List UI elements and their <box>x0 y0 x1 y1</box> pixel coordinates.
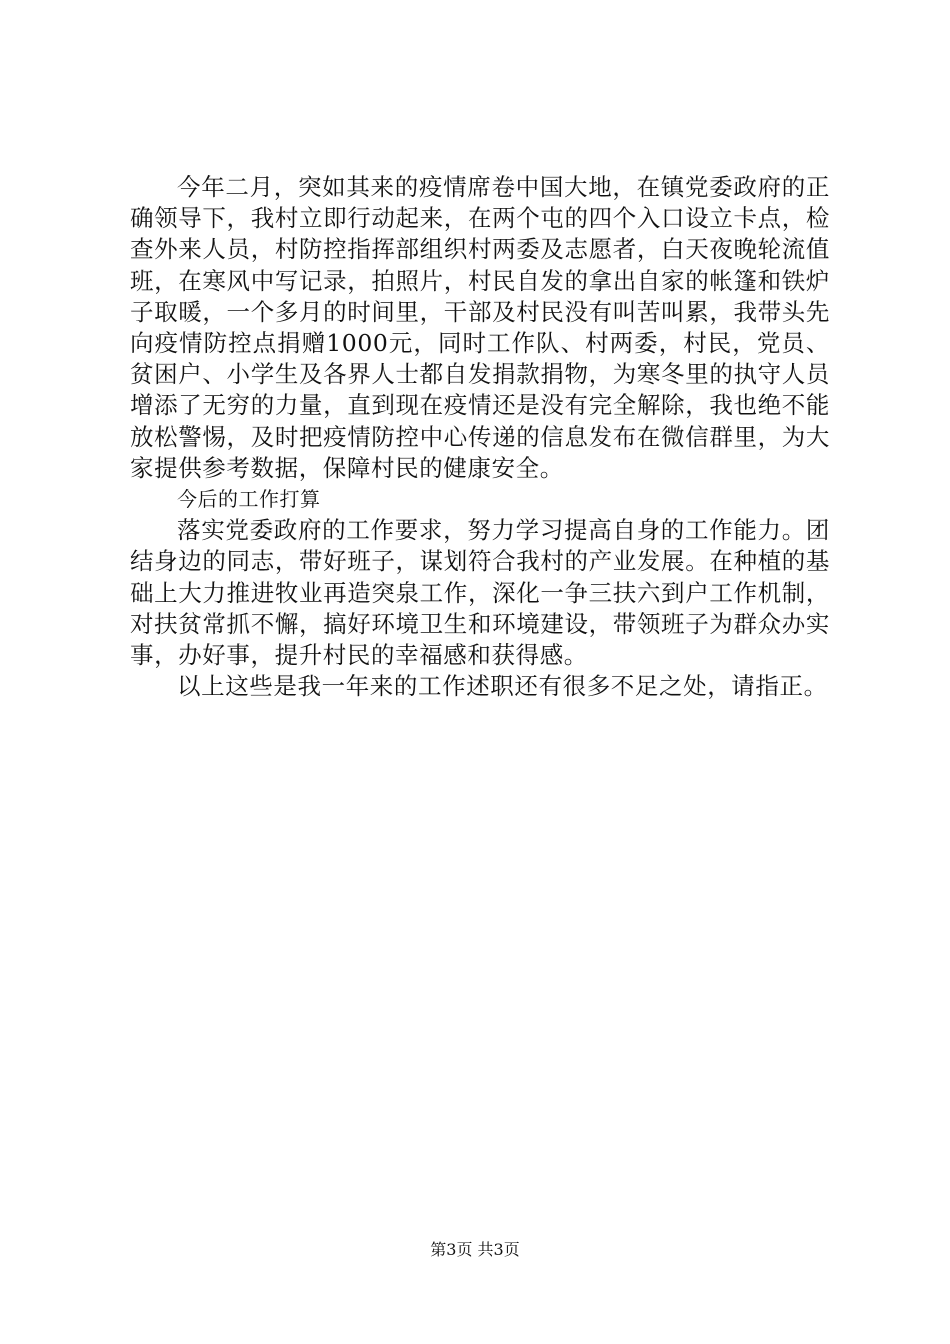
paragraph-future-plans: 落实党委政府的工作要求，努力学习提高自身的工作能力。团结身边的同志，带好班子，谋划符合我村的产业发展。在种植的基础上大力推进牧业再造突泉工作，深化一争三扶六到户工作机制，对扶贫常抓不懈，搞好环境卫生和环境建设，带领班子为群众办实事，办好事，提升村民的幸福感和获得感。 <box>130 516 830 670</box>
paragraph-closing: 以上这些是我一年来的工作述职还有很多不足之处，请指正。 <box>177 672 828 701</box>
page-number-footer: 第3页 共3页 <box>430 1240 520 1259</box>
paragraph-epidemic-work: 今年二月，突如其来的疫情席卷中国大地，在镇党委政府的正确领导下，我村立即行动起来，在两个屯的四个入口设立卡点，检查外来人员，村防控指挥部组织村两委及志愿者，白天夜晚轮流值班，在寒风中写记录，拍照片，村民自发的拿出自家的帐篷和铁炉子取暖，一个多月的时间里，干部及村民没有叫苦叫累，我带头先向疫情防控点捐赠1000元，同时工作队、村两委，村民，党员、贫困户、小学生及各界人士都自发捐款捐物，为寒冬里的执守人员增添了无穷的力量，直到现在疫情还是没有完全解除，我也绝不能放松警惕，及时把疫情防控中心传递的信息发布在微信群里，为大家提供参考数据，保障村民的健康安全。 <box>130 173 830 482</box>
document-body <box>130 172 830 702</box>
section-heading-future-plans: 今后的工作打算 <box>177 487 321 512</box>
